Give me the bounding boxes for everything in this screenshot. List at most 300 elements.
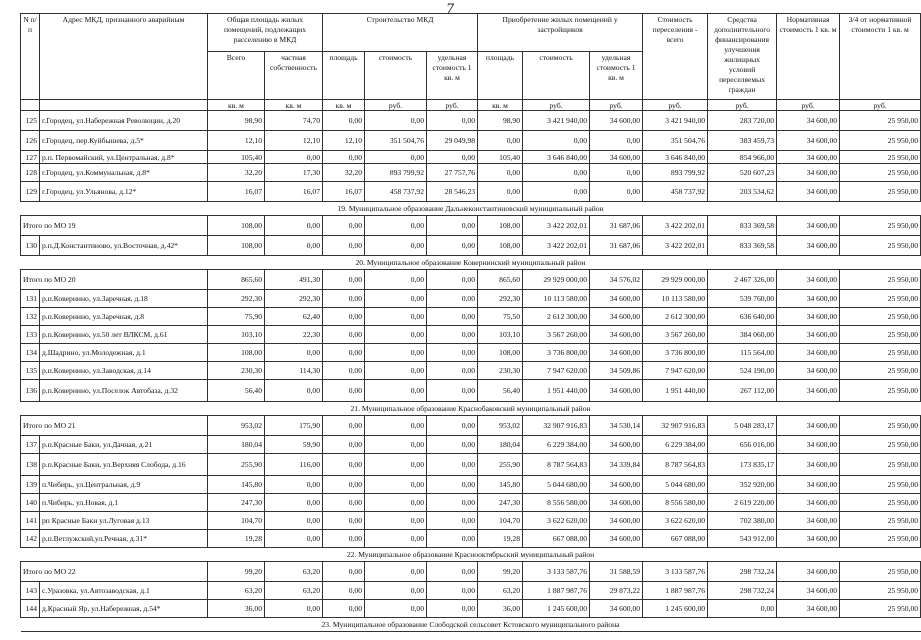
section-title: 19. Муниципальное образование Дальнеконстантиновский муниципальный район [21,202,921,216]
table-row [21,436,921,454]
row-value: 6 229 384,00 [643,436,708,454]
row-value: 25 950,00 [840,131,921,151]
row-value: 0,00 [590,182,643,202]
table-body [21,111,921,632]
row-value: 2 612 300,00 [643,308,708,326]
row-value: 56,40 [208,380,265,402]
unit-cell: руб. [365,100,427,111]
resettlement-table-page [20,13,919,632]
row-value: 25 950,00 [840,326,921,344]
table-header [21,14,921,111]
row-address: р.п.Ковернино, ул.Заречная, д.18 [40,290,208,308]
row-value: 283 720,00 [708,111,777,131]
row-value: 0,00 [427,290,478,308]
unit-cell: кв. м [208,100,265,111]
row-value: 3 622 620,00 [523,512,590,530]
row-value: 25 950,00 [840,416,921,436]
row-value: 34 600,00 [590,380,643,402]
row-value: 0,00 [365,582,427,600]
row-value: 0,00 [323,270,365,290]
row-value: 0,00 [323,344,365,362]
row-value: 34 600,00 [777,512,840,530]
row-value: 0,00 [365,308,427,326]
table-row [21,236,921,256]
row-value: 32,20 [323,164,365,182]
row-value: 0,00 [265,476,323,494]
row-value: 0,00 [265,344,323,362]
row-value: 351 504,76 [643,131,708,151]
row-address: п.Чибирь, ул.Новая, д.1 [40,494,208,512]
row-value: 0,00 [365,416,427,436]
row-value: 34 600,00 [777,344,840,362]
row-value: 28 546,23 [427,182,478,202]
row-value: 0,00 [265,530,323,548]
row-value: 10 113 580,00 [643,290,708,308]
row-value: 0,00 [523,182,590,202]
row-value: 833 369,58 [708,236,777,256]
table-row [21,182,921,202]
row-value: 98,90 [208,111,265,131]
row-value: 25 950,00 [840,436,921,454]
row-value: 0,00 [323,362,365,380]
row-value: 7 947 620,00 [643,362,708,380]
header-acquisition-unit: удельная стоимость 1 кв. м [590,52,643,100]
row-value: 953,02 [208,416,265,436]
row-address: рп Красные Баки ул.Луговая д.13 [40,512,208,530]
row-value: 108,00 [478,344,523,362]
row-address: с.Уразовка, ул.Автозаводская, д.1 [40,582,208,600]
row-value: 2 467 326,00 [708,270,777,290]
units-blank [21,100,40,111]
row-value: 1 887 987,76 [523,582,590,600]
row-value: 0,00 [323,512,365,530]
section-title: 21. Муниципальное образование Краснобаковский муниципальный район [21,402,921,416]
row-value: 0,00 [590,131,643,151]
row-value: 12,10 [208,131,265,151]
row-value: 31 687,06 [590,216,643,236]
row-value: 25 950,00 [840,164,921,182]
row-number: 141 [21,512,40,530]
row-value: 29 049,98 [427,131,478,151]
table-row [21,512,921,530]
row-value: 8 556 580,00 [523,494,590,512]
row-value: 25 950,00 [840,182,921,202]
row-value: 0,00 [265,512,323,530]
unit-cell: кв. м [478,100,523,111]
units-row [21,100,921,111]
row-value: 145,80 [208,476,265,494]
row-value: 3 736 800,00 [523,344,590,362]
row-value: 0,00 [365,111,427,131]
row-number: 144 [21,600,40,618]
row-value: 25 950,00 [840,308,921,326]
row-value: 75,90 [208,308,265,326]
row-value: 0,00 [323,436,365,454]
row-address: р.п.Д.Константиново, ул.Восточная, д.42* [40,236,208,256]
row-value: 0,00 [365,236,427,256]
row-value: 63,20 [208,582,265,600]
row-value: 22,30 [265,326,323,344]
row-value: 17,30 [265,164,323,182]
row-value: 25 950,00 [840,512,921,530]
units-blank [40,100,208,111]
row-value: 0,00 [427,326,478,344]
row-value: 25 950,00 [840,151,921,164]
table-row [21,111,921,131]
table-row [21,344,921,362]
row-value: 1 951 440,00 [523,380,590,402]
table-row [21,362,921,380]
row-number: 136 [21,380,40,402]
row-value: 0,00 [523,131,590,151]
unit-cell: руб. [590,100,643,111]
row-value: 34 600,00 [777,164,840,182]
row-value: 31 687,06 [590,236,643,256]
row-value: 34 600,00 [777,151,840,164]
row-value: 3 133 587,76 [643,562,708,582]
row-address: р.п.Ковернино, ул.Заречная, д.8 [40,308,208,326]
row-address: г.Городец, ул.Коммунальная, д.8* [40,164,208,182]
row-value: 0,00 [427,111,478,131]
row-value: 0,00 [265,216,323,236]
row-value: 0,00 [427,512,478,530]
table-row [21,164,921,182]
row-value: 56,40 [478,380,523,402]
row-value: 5 044 680,00 [523,476,590,494]
row-value: 34 600,00 [590,344,643,362]
row-address: д.Шадрино, ул.Молодежная, д.1 [40,344,208,362]
row-value: 34 600,00 [590,111,643,131]
row-value: 62,40 [265,308,323,326]
row-value: 6 229 384,00 [523,436,590,454]
row-value: 0,00 [427,562,478,582]
section-title: 20. Муниципальное образование Ковернинский муниципальный район [21,256,921,270]
row-value: 383 459,73 [708,131,777,151]
row-value: 0,00 [478,164,523,182]
row-value: 34 600,00 [590,494,643,512]
row-number: 137 [21,436,40,454]
row-value: 98,90 [478,111,523,131]
row-value: 292,30 [208,290,265,308]
row-value: 0,00 [323,380,365,402]
total-label: Итого по МО 21 [21,416,208,436]
row-value: 34 600,00 [777,416,840,436]
row-value: 34 600,00 [777,362,840,380]
row-value: 0,00 [427,216,478,236]
row-value: 0,00 [323,530,365,548]
total-label: Итого по МО 19 [21,216,208,236]
row-value: 1 887 987,76 [643,582,708,600]
row-value: 3 646 840,00 [523,151,590,164]
row-value: 25 950,00 [840,582,921,600]
row-value: 0,00 [427,476,478,494]
row-value: 247,30 [478,494,523,512]
row-value: 34 530,14 [590,416,643,436]
row-value: 0,00 [478,182,523,202]
row-number: 143 [21,582,40,600]
row-address: р.п.Ветлужский,ул.Речная, д.31* [40,530,208,548]
table-row [21,151,921,164]
row-value: 0,00 [265,600,323,618]
row-value: 25 950,00 [840,216,921,236]
row-value: 0,00 [265,380,323,402]
row-value: 0,00 [265,151,323,164]
row-value: 893 799,92 [643,164,708,182]
row-value: 893 799,92 [365,164,427,182]
row-value: 36,00 [208,600,265,618]
row-value: 0,00 [365,494,427,512]
row-value: 0,00 [427,416,478,436]
row-value: 180,04 [208,436,265,454]
row-value: 0,00 [365,290,427,308]
header-construction-area: площадь [323,52,365,100]
row-value: 25 950,00 [840,380,921,402]
row-value: 0,00 [427,362,478,380]
table-row [21,494,921,512]
row-value: 833 369,58 [708,216,777,236]
header-total-area-all: Всего [208,52,265,100]
row-value: 0,00 [365,476,427,494]
row-value: 34 600,00 [590,436,643,454]
row-value: 656 016,00 [708,436,777,454]
row-value: 34 600,00 [777,236,840,256]
row-value: 12,10 [323,131,365,151]
row-value: 115 564,00 [708,344,777,362]
row-value: 267 112,00 [708,380,777,402]
row-number: 140 [21,494,40,512]
row-value: 0,00 [323,600,365,618]
row-value: 1 951 440,00 [643,380,708,402]
row-value: 3 736 800,00 [643,344,708,362]
row-value: 63,20 [265,582,323,600]
row-value: 0,00 [427,600,478,618]
row-value: 34 600,00 [590,151,643,164]
row-value: 543 912,00 [708,530,777,548]
row-address: п.Чибирь, ул.Центральная, д.9 [40,476,208,494]
table-row [21,476,921,494]
row-value: 25 950,00 [840,362,921,380]
row-value: 0,00 [323,416,365,436]
row-value: 0,00 [427,436,478,454]
row-value: 34 600,00 [777,494,840,512]
header-resettlement-cost: Стоимость переселения - всего [643,14,708,100]
table-row [21,326,921,344]
row-address: г.Городец, ул.Набережная Революции, д.20 [40,111,208,131]
resettlement-table [20,13,921,632]
unit-cell: руб. [427,100,478,111]
row-value: 3 422 202,01 [523,236,590,256]
row-address: р.п.Красные Баки, ул.Дачная, д.21 [40,436,208,454]
row-value: 0,00 [523,164,590,182]
total-row [21,216,921,236]
row-value: 105,40 [208,151,265,164]
unit-cell: кв. м [323,100,365,111]
row-value: 103,10 [478,326,523,344]
row-value: 2 612 300,00 [523,308,590,326]
row-value: 34 600,00 [777,308,840,326]
row-value: 0,00 [323,582,365,600]
row-value: 12,10 [265,131,323,151]
row-value: 292,30 [478,290,523,308]
row-value: 203 534,62 [708,182,777,202]
header-acquisition-cost: стоимость [523,52,590,100]
row-address: р.п.Ковернино, ул.Заводская, д.14 [40,362,208,380]
row-value: 0,00 [427,530,478,548]
row-value: 953,02 [478,416,523,436]
row-value: 0,00 [265,494,323,512]
row-value: 59,90 [265,436,323,454]
row-value: 0,00 [323,494,365,512]
row-value: 16,07 [208,182,265,202]
row-value: 25 950,00 [840,111,921,131]
row-number: 133 [21,326,40,344]
total-label: Итого по МО 20 [21,270,208,290]
row-value: 865,60 [208,270,265,290]
row-value: 108,00 [208,236,265,256]
row-value: 491,30 [265,270,323,290]
row-value: 3 133 587,76 [523,562,590,582]
row-value: 0,00 [365,344,427,362]
unit-cell: руб. [840,100,921,111]
row-value: 298 732,24 [708,562,777,582]
row-value: 0,00 [323,308,365,326]
row-number: 132 [21,308,40,326]
row-value: 63,20 [265,562,323,582]
row-value: 99,20 [478,562,523,582]
row-value: 34 600,00 [590,512,643,530]
row-value: 3 422 202,01 [643,216,708,236]
row-value: 255,90 [208,454,265,476]
table-row [21,290,921,308]
row-value: 0,00 [708,600,777,618]
row-value: 384 060,00 [708,326,777,344]
row-value: 29 929 000,00 [523,270,590,290]
row-value: 34 600,00 [590,326,643,344]
unit-cell: руб. [523,100,590,111]
row-value: 458 737,92 [643,182,708,202]
row-value: 0,00 [427,582,478,600]
row-value: 31 588,59 [590,562,643,582]
row-value: 0,00 [323,151,365,164]
row-value: 34 600,00 [777,270,840,290]
row-value: 0,00 [427,380,478,402]
row-value: 34 509,86 [590,362,643,380]
total-row [21,416,921,436]
row-value: 2 619 220,00 [708,494,777,512]
table-row [21,582,921,600]
row-value: 352 920,00 [708,476,777,494]
section-title: 23. Муниципальное образование Слободской сельсовет Кстовского муниципального района [21,618,921,632]
row-value: 0,00 [427,270,478,290]
total-row [21,562,921,582]
row-value: 105,40 [478,151,523,164]
row-value: 8 787 564,83 [643,454,708,476]
row-value: 34 600,00 [777,131,840,151]
row-value: 27 757,76 [427,164,478,182]
row-value: 0,00 [365,562,427,582]
row-value: 0,00 [365,380,427,402]
table-row [21,131,921,151]
header-construction: Строительство МКД [323,14,478,52]
row-value: 3 567 260,00 [643,326,708,344]
row-value: 524 190,00 [708,362,777,380]
header-acquisition: Приобретение жилых помещений у застройщиков [478,14,643,52]
row-value: 667 088,00 [643,530,708,548]
row-value: 75,50 [478,308,523,326]
row-value: 255,90 [478,454,523,476]
row-number: 139 [21,476,40,494]
row-value: 32,20 [208,164,265,182]
row-value: 34 600,00 [777,454,840,476]
row-value: 0,00 [265,236,323,256]
row-value: 104,70 [478,512,523,530]
row-number: 126 [21,131,40,151]
row-value: 104,70 [208,512,265,530]
row-value: 34 600,00 [590,530,643,548]
row-value: 25 950,00 [840,344,921,362]
row-address: р.п.Красные Баки, ул.Верхняя Слобода, д.16 [40,454,208,476]
unit-cell: руб. [708,100,777,111]
row-value: 25 950,00 [840,270,921,290]
row-value: 34 600,00 [777,562,840,582]
row-value: 25 950,00 [840,562,921,582]
row-value: 108,00 [478,216,523,236]
row-value: 0,00 [323,111,365,131]
row-value: 3 422 202,01 [523,216,590,236]
row-value: 34 600,00 [777,111,840,131]
row-value: 854 966,00 [708,151,777,164]
row-value: 108,00 [208,216,265,236]
total-label: Итого по МО 22 [21,562,208,582]
unit-cell: кв. м [265,100,323,111]
row-value: 63,20 [478,582,523,600]
row-value: 103,10 [208,326,265,344]
row-value: 0,00 [365,326,427,344]
row-address: р.п.Ковернино, ул.50 лет ВЛКСМ, д.61 [40,326,208,344]
row-address: д.Красный Яр, ул.Набережная, д.54* [40,600,208,618]
total-row [21,270,921,290]
row-value: 34 600,00 [777,216,840,236]
section-row [21,256,921,270]
row-value: 230,30 [478,362,523,380]
header-total-area-private: частная собственность [265,52,323,100]
row-number: 127 [21,151,40,164]
section-row [21,202,921,216]
row-number: 142 [21,530,40,548]
row-value: 19,28 [208,530,265,548]
row-value: 34 600,00 [777,476,840,494]
row-value: 29 929 000,00 [643,270,708,290]
row-value: 34 600,00 [777,530,840,548]
row-value: 5 044 680,00 [643,476,708,494]
row-address: р.п.Ковернино, ул.Поселок Автобаза, д.32 [40,380,208,402]
row-value: 0,00 [427,308,478,326]
row-value: 702 380,00 [708,512,777,530]
row-value: 25 950,00 [840,454,921,476]
row-value: 0,00 [590,164,643,182]
row-value: 34 600,00 [777,380,840,402]
section-row [21,548,921,562]
row-value: 32 907 916,83 [523,416,590,436]
row-value: 0,00 [427,151,478,164]
row-value: 0,00 [427,454,478,476]
row-value: 292,30 [265,290,323,308]
row-value: 458 737,92 [365,182,427,202]
row-value: 34 600,00 [590,308,643,326]
row-value: 34 600,00 [777,582,840,600]
row-value: 0,00 [365,216,427,236]
row-value: 36,00 [478,600,523,618]
